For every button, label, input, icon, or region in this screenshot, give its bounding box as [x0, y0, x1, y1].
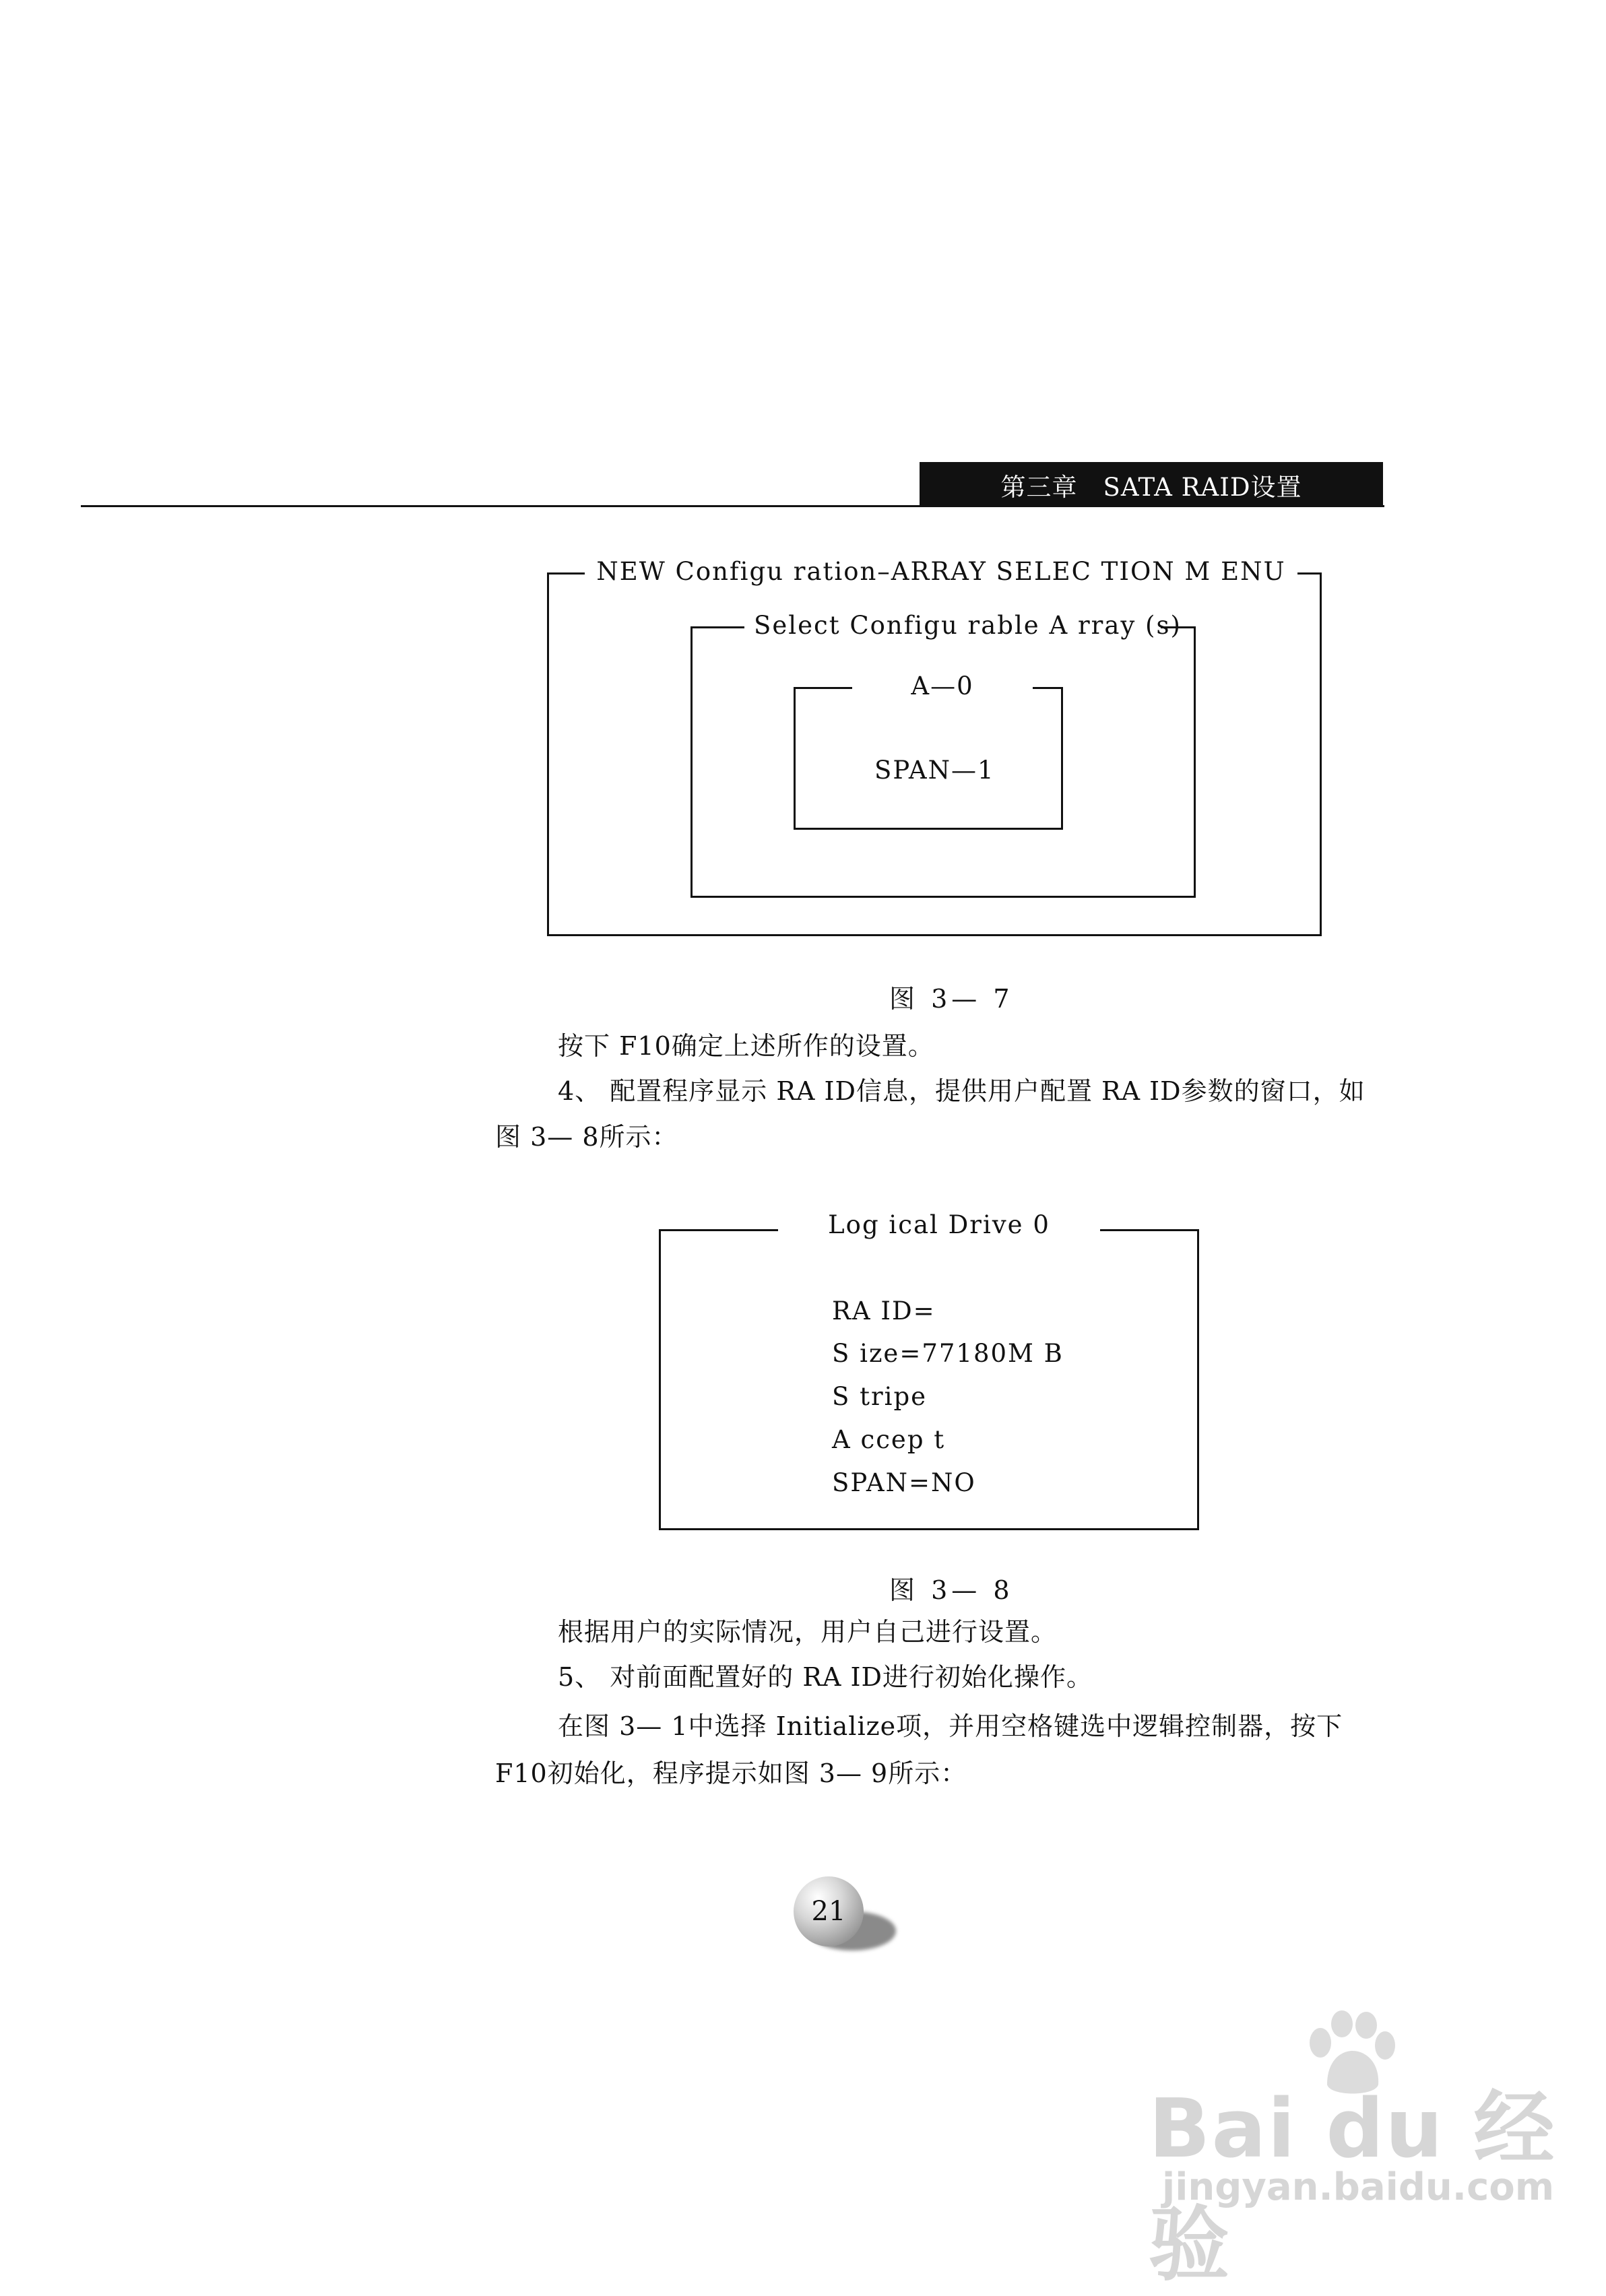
- paragraph-initialize-line1: 在图 3— 1中选择 Initialize项，并用空格键选中逻辑控制器，按下: [558, 1711, 1343, 1741]
- watermark-url: jingyan.baidu.com: [1162, 2165, 1555, 2209]
- paragraph-raid-info-line1: 4、 配置程序显示 RA ID信息，提供用户配置 RA ID参数的窗口，如: [558, 1076, 1366, 1106]
- figure-7-inner-title: A—0: [852, 671, 1033, 701]
- figure-8-caption: 图 3— 8: [889, 1575, 1014, 1605]
- stripe-field: S tripe: [832, 1382, 928, 1411]
- figure-8-title: Log ical Drive 0: [778, 1210, 1100, 1240]
- paragraph-initialize-line2: F10初始化，程序提示如图 3— 9所示：: [495, 1759, 967, 1788]
- figure-7-caption: 图 3— 7: [889, 984, 1014, 1014]
- paragraph-raid-info-line2: 图 3— 8所示：: [495, 1122, 678, 1152]
- chapter-header: 第三章 SATA RAID设置: [920, 462, 1383, 507]
- raid-level-field: RA ID=: [832, 1297, 936, 1325]
- figure-7-outer-title: NEW Configu ration–ARRAY SELEC TION M ENU: [585, 557, 1297, 587]
- paragraph-user-settings: 根据用户的实际情况，用户自己进行设置。: [558, 1617, 1058, 1647]
- paragraph-f10-confirm: 按下 F10确定上述所作的设置。: [558, 1031, 934, 1061]
- accept-field: A ccep t: [832, 1425, 946, 1454]
- size-field: S ize=77180M B: [832, 1339, 1064, 1368]
- paragraph-initialize-raid: 5、 对前面配置好的 RA ID进行初始化操作。: [558, 1662, 1093, 1692]
- figure-7-span-item: SPAN—1: [874, 756, 995, 785]
- figure-7-middle-title: Select Configu rable A rray (s): [744, 611, 1161, 641]
- watermark-logo: Bai du 经验: [1149, 2082, 1556, 2292]
- page-number: 21: [794, 1876, 864, 1946]
- span-field: SPAN=NO: [832, 1468, 976, 1497]
